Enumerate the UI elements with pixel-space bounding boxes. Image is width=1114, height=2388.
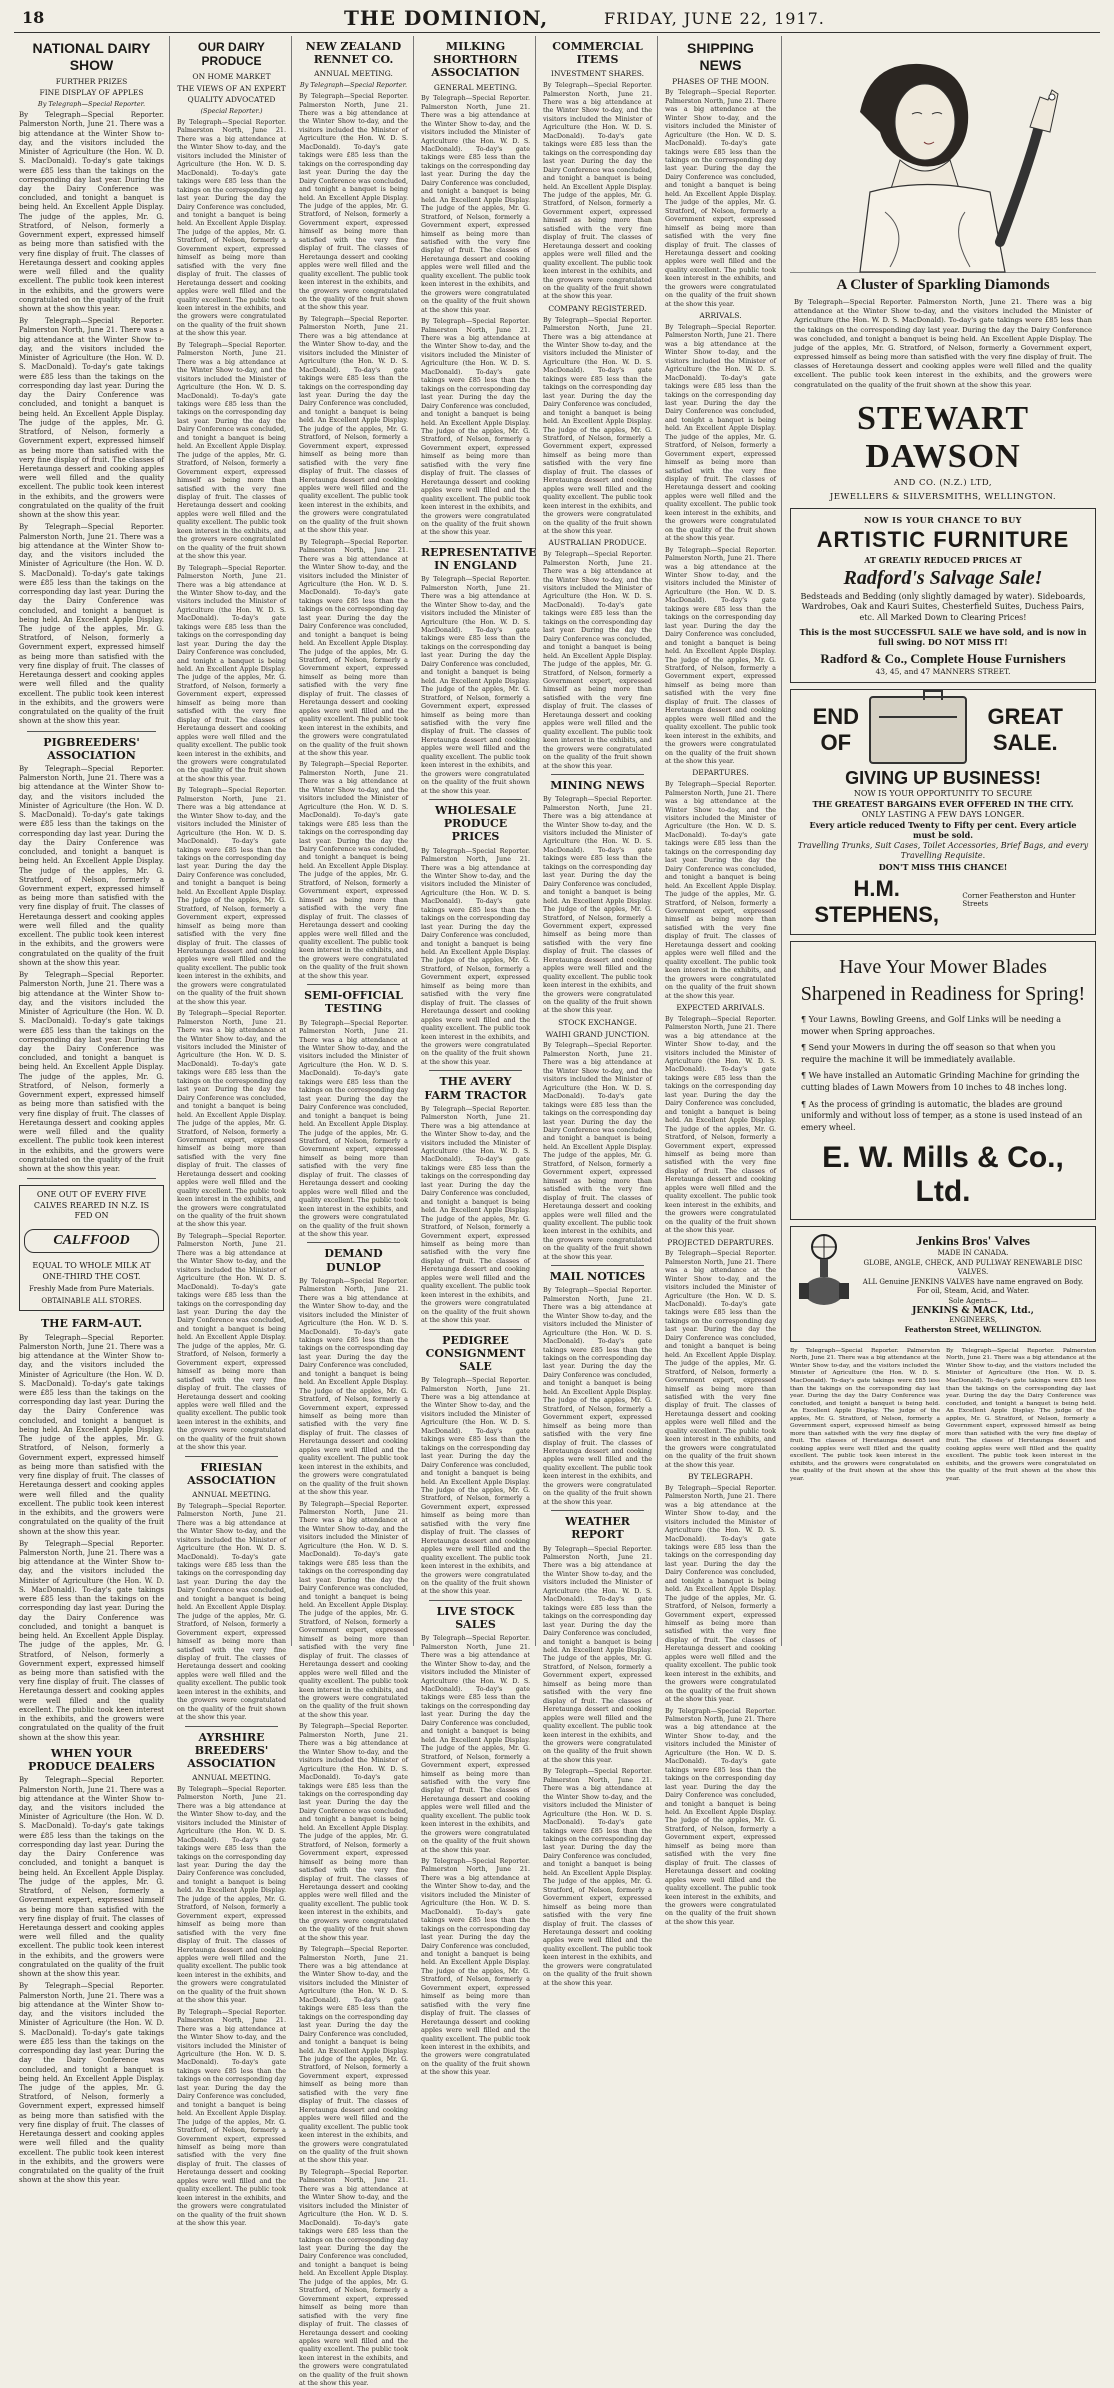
article-text: By Telegraph—Special Reporter. Palmerston North, June 21. There was a big attendance at the Winter Show to-day, and the visitors included the Minister of Agriculture (the Hon. W. D. S. MacDonald). To-day's gate takings were £85 less than the takings on the corresponding day last year. During the day the Dairy Conference was concluded, and tonight a banquet is being held. An Excellent Apple Display. The judge of the apples, Mr. G. Stratford, of Nelson, formerly a Government expert, expressed himself as being more than satisfied with the very fine display of fruit. The classes of Heretaunga dessert and cooking apples were well filled and the quality excellent. The public took keen interest in the exhibits, and the growers were congratulated on the quality of the fruit shown at the show this year. xyxy=(299,1018,408,1238)
subhead: BY TELEGRAPH. xyxy=(688,1472,753,1482)
article-text: By Telegraph—Special Reporter. Palmerston North, June 21. There was a big attendance at the Winter Show to-day, and the visitors included the Minister of Agriculture (the Hon. W. D. S. MacDonald). To-day's gate takings were £85 less than the takings on the corresponding day last year. During the day the Dairy Conference was concluded, and tonight a banquet is being held. An Excellent Apple Display. The judge of the apples, Mr. G. Stratford, of Nelson, formerly a Government expert, expressed himself as being more than satisfied with the very fine display of fruit. The classes of Heretaunga dessert and cooking apples were well filled and the quality excellent. The public took keen interest in the exhibits, and the growers were congratulated on the quality of the fruit shown at the show this year. xyxy=(19,111,164,314)
divider xyxy=(27,1178,156,1179)
hm-stephens-name: H.M. STEPHENS, xyxy=(814,876,940,928)
article-text: By Telegraph—Special Reporter. Palmerston North, June 21. There was a big attendance at the Winter Show to-day, and the visitors included the Minister of Agriculture (the Hon. W. D. S. MacDonald). To-day's gate takings were £85 less than the takings on the corresponding day last year. During the day the Dairy Conference was concluded, and tonight a banquet is being held. An Excellent Apple Display. The judge of the apples, Mr. G. Stratford, of Nelson, formerly a Government expert, expressed himself as being more than satisfied with the very fine display of fruit. The classes of Heretaunga dessert and cooking apples were well filled and the quality excellent. The public took keen interest in the exhibits, and the growers were congratulated on the quality of the fruit shown at the show this year. xyxy=(177,1009,286,1229)
byline: By Telegraph—Special Reporter. xyxy=(299,81,408,90)
lady-illustration xyxy=(790,42,1096,273)
dont-miss-line: DON'T MISS THIS CHANCE! xyxy=(878,861,1008,872)
article-text: By Telegraph—Special Reporter. Palmerston North, June 21. There was a big attendance at the Winter Show to-day, and the visitors included the Minister of Agriculture (the Hon. W. D. S. MacDonald). To-day's gate takings were £85 less than the takings on the corresponding day last year. During the day the Dairy Conference was concluded, and tonight a banquet is being held. An Excellent Apple Display. The judge of the apples, Mr. G. Stratford, of Nelson, formerly a Government expert, expressed himself as being more than satisfied with the very fine display of fruit. The classes of Heretaunga dessert and cooking apples were well filled and the quality excellent. The public took keen interest in the exhibits, and the growers were congratulated on the quality of the fruit shown at the show this year. xyxy=(421,317,530,537)
headline-testing: SEMI-OFFICIAL TESTING xyxy=(304,989,403,1016)
divider xyxy=(429,1329,522,1330)
divider xyxy=(307,984,400,985)
jenkins-firm: JENKINS & MACK, Ltd., xyxy=(912,1305,1034,1316)
subhead: AUSTRALIAN PRODUCE. xyxy=(548,538,647,548)
divider xyxy=(551,774,644,775)
issue-date: FRIDAY, JUNE 22, 1917. xyxy=(604,9,825,28)
jenkins-made: MADE IN CANADA. xyxy=(937,1249,1009,1258)
headline-rennet: NEW ZEALAND RENNET CO. xyxy=(305,40,402,67)
headline-shipping: SHIPPING NEWS xyxy=(687,40,754,73)
subhead: COMPANY REGISTERED. xyxy=(548,303,647,313)
headline-dunlop: DEMAND DUNLOP xyxy=(324,1247,383,1274)
footer-notice: By Telegraph—Special Reporter. Palmerston North, June 21. There was a big attendance at the Winter Show to-day, and the visitors included the Minister of Agriculture (the Hon. W. D. S. MacDonald). To-day's gate takings were £85 less than the takings on the corresponding day last year. During the day the Dairy Conference was concluded, and tonight a banquet is being held. An Excellent Apple Display. The judge of the apples, Mr. G. Stratford, of Nelson, formerly a Government expert, expressed himself as being more than satisfied with the very fine display of fruit. The classes of Heretaunga dessert and cooking apples were well filled and the quality excellent. The public took keen interest in the exhibits, and the growers were congratulated on the quality of the fruit shown at the show this year. xyxy=(790,1347,940,1482)
article-text: By Telegraph—Special Reporter. Palmerston North, June 21. There was a big attendance at the Winter Show to-day, and the visitors included the Minister of Agriculture (the Hon. W. D. S. MacDonald). To-day's gate takings were £85 less than the takings on the corresponding day last year. During the day the Dairy Conference was concluded, and tonight a banquet is being held. An Excellent Apple Display. The judge of the apples, Mr. G. Stratford, of Nelson, formerly a Government expert, expressed himself as being more than satisfied with the very fine display of fruit. The classes of Heretaunga dessert and cooking apples were well filled and the quality excellent. The public took keen interest in the exhibits, and the growers were congratulated on the quality of the fruit shown at the show this year. xyxy=(543,1767,652,1987)
article-text: By Telegraph—Special Reporter. Palmerston North, June 21. There was a big attendance at the Winter Show to-day, and the visitors included the Minister of Agriculture (the Hon. W. D. S. MacDonald). To-day's gate takings were £85 less than the takings on the corresponding day last year. During the day the Dairy Conference was concluded, and tonight a banquet is being held. An Excellent Apple Display. The judge of the apples, Mr. G. Stratford, of Nelson, formerly a Government expert, expressed himself as being more than satisfied with the very fine display of fruit. The classes of Heretaunga dessert and cooking apples were well filled and the quality excellent. The public took keen interest in the exhibits, and the growers were congratulated on the quality of the fruit shown at the show this year. xyxy=(421,1104,530,1325)
mower-point: ¶ We have installed an Automatic Grinding Machine for grinding the cutting blades of Lawn Mowers from 10 inches to 48 inches long. xyxy=(801,1071,1080,1092)
headline-wholesale: WHOLESALE PRODUCE PRICES xyxy=(434,804,517,844)
radford-note: This is the most SUCCESSFUL SALE we have sold, and is now in full swing. DO NOT MISS IT! xyxy=(799,626,1087,647)
article-text: By Telegraph—Special Reporter. Palmerston North, June 21. There was a big attendance at the Winter Show to-day, and the visitors included the Minister of Agriculture (the Hon. W. D. S. MacDonald). To-day's gate takings were £85 less than the takings on the corresponding day last year. During the day the Dairy Conference was concluded, and tonight a banquet is being held. An Excellent Apple Display. The judge of the apples, Mr. G. Stratford, of Nelson, formerly a Government expert, expressed himself as being more than satisfied with the very fine display of fruit. The classes of Heretaunga dessert and cooking apples were well filled and the quality excellent. The public took keen interest in the exhibits, and the growers were congratulated on the quality of the fruit shown at the show this year. xyxy=(421,1857,530,2077)
headline-pedigree: PEDIGREE CONSIGNMENT SALE xyxy=(425,1333,526,1373)
calf-food-ad xyxy=(19,1185,164,1311)
headline-farm: THE FARM-AUT. xyxy=(40,1317,143,1331)
article-text: By Telegraph—Special Reporter. Palmerston North, June 21. There was a big attendance at the Winter Show to-day, and the visitors included the Minister of Agriculture (the Hon. W. D. S. MacDonald). To-day's gate takings were £85 less than the takings on the corresponding day last year. During the day the Dairy Conference was concluded, and tonight a banquet is being held. An Excellent Apple Display. The judge of the apples, Mr. G. Stratford, of Nelson, formerly a Government expert, expressed himself as being more than satisfied with the very fine display of fruit. The classes of Heretaunga dessert and cooking apples were well filled and the quality excellent. The public took keen interest in the exhibits, and the growers were congratulated on the quality of the fruit shown at the show this year. xyxy=(543,1286,652,1506)
stewart-dawson-ad xyxy=(790,42,1096,502)
radford-reduced-line: AT GREATLY REDUCED PRICES AT xyxy=(864,554,1022,565)
article-text: By Telegraph—Special Reporter. Palmerston North, June 21. There was a big attendance at the Winter Show to-day, and the visitors included the Minister of Agriculture (the Hon. W. D. S. MacDonald). To-day's gate takings were £85 less than the takings on the corresponding day last year. During the day the Dairy Conference was concluded, and tonight a banquet is being held. An Excellent Apple Display. The judge of the apples, Mr. G. Stratford, of Nelson, formerly a Government expert, expressed himself as being more than satisfied with the very fine display of fruit. The classes of Heretaunga dessert and cooking apples were well filled and the quality excellent. The public took keen interest in the exhibits, and the growers were congratulated on the quality of the fruit shown at the show this year. xyxy=(665,1483,776,1704)
article-text: By Telegraph—Special Reporter. Palmerston North, June 21. There was a big attendance at the Winter Show to-day, and the visitors included the Minister of Agriculture (the Hon. W. D. S. MacDonald). To-day's gate takings were £85 less than the takings on the corresponding day last year. During the day the Dairy Conference was concluded, and tonight a banquet is being held. An Excellent Apple Display. The judge of the apples, Mr. G. Stratford, of Nelson, formerly a Government expert, expressed himself as being more than satisfied with the very fine display of fruit. The classes of Heretaunga dessert and cooking apples were well filled and the quality excellent. The public took keen interest in the exhibits, and the growers were congratulated on the quality of the fruit shown at the show this year. xyxy=(177,2007,286,2228)
subhead: ANNUAL MEETING. xyxy=(314,69,393,79)
trunk-illustration xyxy=(869,696,968,764)
subhead: ANNUAL MEETING. xyxy=(192,1773,271,1783)
jenkins-valves-ad xyxy=(790,1226,1096,1342)
divider xyxy=(429,799,522,800)
subhead: EXPECTED ARRIVALS. xyxy=(676,1002,765,1012)
subhead: FURTHER PRIZES xyxy=(55,76,128,86)
subhead: WAIHI GRAND JUNCTION. xyxy=(545,1029,650,1039)
ad-body-text: By Telegraph—Special Reporter. Palmerston North, June 21. There was a big attendance at the Winter Show to-day, and the visitors included the Minister of Agriculture (the Hon. W. D. S. MacDonald). To-day's gate takings were £85 less than the takings on the corresponding day last year. During the day the Dairy Conference was concluded, and tonight a banquet is being held. An Excellent Apple Display. The judge of the apples, Mr. G. Stratford, of Nelson, formerly a Government expert, expressed himself as being more than satisfied with the very fine display of fruit. The classes of Heretaunga dessert and cooking apples were well filled and the quality excellent. The public took keen interest in the exhibits, and the growers were congratulated on the quality of the fruit shown at the show this year. xyxy=(794,298,1092,389)
article-text: By Telegraph—Special Reporter. Palmerston North, June 21. There was a big attendance at the Winter Show to-day, and the visitors included the Minister of Agriculture (the Hon. W. D. S. MacDonald). To-day's gate takings were £85 less than the takings on the corresponding day last year. During the day the Dairy Conference was concluded, and tonight a banquet is being held. An Excellent Apple Display. The judge of the apples, Mr. G. Stratford, of Nelson, formerly a Government expert, expressed himself as being more than satisfied with the very fine display of fruit. The classes of Heretaunga dessert and cooking apples were well filled and the quality excellent. The public took keen interest in the exhibits, and the growers were congratulated on the quality of the fruit shown at the show this year. xyxy=(299,1722,408,1942)
radford-company: Radford & Co., Complete House Furnishers xyxy=(820,650,1066,666)
radford-furniture-ad xyxy=(790,508,1096,683)
article-text: By Telegraph—Special Reporter. Palmerston North, June 21. There was a big attendance at the Winter Show to-day, and the visitors included the Minister of Agriculture (the Hon. W. D. S. MacDonald). To-day's gate takings were £85 less than the takings on the corresponding day last year. During the day the Dairy Conference was concluded, and tonight a banquet is being held. An Excellent Apple Display. The judge of the apples, Mr. G. Stratford, of Nelson, formerly a Government expert, expressed himself as being more than satisfied with the very fine display of fruit. The classes of Heretaunga dessert and cooking apples were well filled and the quality excellent. The public took keen interest in the exhibits, and the growers were congratulated on the quality of the fruit shown at the show this year. xyxy=(299,92,408,312)
jenkins-name: Jenkins Bros' Valves xyxy=(916,1233,1030,1249)
great-sale-text: GREAT SALE. xyxy=(987,703,1063,755)
article-text: By Telegraph—Special Reporter. Palmerston North, June 21. There was a big attendance at the Winter Show to-day, and the visitors included the Minister of Agriculture (the Hon. W. D. S. MacDonald). To-day's gate takings were £85 less than the takings on the corresponding day last year. During the day the Dairy Conference was concluded, and tonight a banquet is being held. An Excellent Apple Display. The judge of the apples, Mr. G. Stratford, of Nelson, formerly a Government expert, expressed himself as being more than satisfied with the very fine display of fruit. The classes of Heretaunga dessert and cooking apples were well filled and the quality excellent. The public took keen interest in the exhibits, and the growers were congratulated on the quality of the fruit shown at the show this year. xyxy=(19,764,164,967)
headline-representative: REPRESENTATIVE IN ENGLAND xyxy=(421,545,537,573)
divider xyxy=(185,1726,278,1727)
article-text: By Telegraph—Special Reporter. Palmerston North, June 21. There was a big attendance at the Winter Show to-day, and the visitors included the Minister of Agriculture (the Hon. W. D. S. MacDonald). To-day's gate takings were £85 less than the takings on the corresponding day last year. During the day the Dairy Conference was concluded, and tonight a banquet is being held. An Excellent Apple Display. The judge of the apples, Mr. G. Stratford, of Nelson, formerly a Government expert, expressed himself as being more than satisfied with the very fine display of fruit. The classes of Heretaunga dessert and cooking apples were well filled and the quality excellent. The public took keen interest in the exhibits, and the growers were congratulated on the quality of the fruit shown at the show this year. xyxy=(19,1982,164,2185)
subhead: PROJECTED DEPARTURES. xyxy=(667,1237,774,1247)
column-3 xyxy=(294,36,414,2388)
article-text: By Telegraph—Special Reporter. Palmerston North, June 21. There was a big attendance at the Winter Show to-day, and the visitors included the Minister of Agriculture (the Hon. W. D. S. MacDonald). To-day's gate takings were £85 less than the takings on the corresponding day last year. During the day the Dairy Conference was concluded, and tonight a banquet is being held. An Excellent Apple Display. The judge of the apples, Mr. G. Stratford, of Nelson, formerly a Government expert, expressed himself as being more than satisfied with the very fine display of fruit. The classes of Heretaunga dessert and cooking apples were well filled and the quality excellent. The public took keen interest in the exhibits, and the growers were congratulated on the quality of the fruit shown at the show this year. xyxy=(19,971,164,1174)
column-5 xyxy=(538,36,658,1987)
headline-dairy-show: NATIONAL DAIRY SHOW xyxy=(32,40,151,73)
jenkins-address: Featherston Street, WELLINGTON. xyxy=(904,1325,1042,1335)
mower-point: ¶ Send your Mowers in during the off season so that when you require the machine it will be immediately available. xyxy=(801,1043,1056,1064)
mower-headline: Have Your Mower Blades Sharpened in Readiness for Spring! xyxy=(800,956,1086,1006)
ad-text: OBTAINABLE ALL STORES. xyxy=(41,1297,142,1306)
divider xyxy=(551,1510,644,1511)
byline: (Special Reporter.) xyxy=(200,107,263,116)
ad-text: ONE OUT OF EVERY FIVE CALVES REARED IN N.Z. IS FED ON xyxy=(33,1190,150,1221)
article-text: By Telegraph—Special Reporter. Palmerston North, June 21. There was a big attendance at the Winter Show to-day, and the visitors included the Minister of Agriculture (the Hon. W. D. S. MacDonald). To-day's gate takings were £85 less than the takings on the corresponding day last year. During the day the Dairy Conference was concluded, and tonight a banquet is being held. An Excellent Apple Display. The judge of the apples, Mr. G. Stratford, of Nelson, formerly a Government expert, expressed himself as being more than satisfied with the very fine display of fruit. The classes of Heretaunga dessert and cooking apples were well filled and the quality excellent. The public took keen interest in the exhibits, and the growers were congratulated on the quality of the fruit shown at the show this year. xyxy=(421,846,530,1066)
headline-tractor: THE AVERY FARM TRACTOR xyxy=(424,1075,527,1102)
divider xyxy=(429,1070,522,1071)
article-text: By Telegraph—Special Reporter. Palmerston North, June 21. There was a big attendance at the Winter Show to-day, and the visitors included the Minister of Agriculture (the Hon. W. D. S. MacDonald). To-day's gate takings were £85 less than the takings on the corresponding day last year. During the day the Dairy Conference was concluded, and tonight a banquet is being held. An Excellent Apple Display. The judge of the apples, Mr. G. Stratford, of Nelson, formerly a Government expert, expressed himself as being more than satisfied with the very fine display of fruit. The classes of Heretaunga dessert and cooking apples were well filled and the quality excellent. The public took keen interest in the exhibits, and the growers were congratulated on the quality of the fruit shown at the show this year. xyxy=(299,2167,408,2388)
radford-items: Bedsteads and Bedding (only slightly damaged by water). Sideboards, Wardrobes, Oak and Kauri Suites, Chesterfield Suites, Duchess Pairs, etc. All Marked Down to Clearing Prices! xyxy=(800,591,1086,622)
headline-weather: WEATHER REPORT xyxy=(565,1515,630,1542)
headline-mining: MINING NEWS xyxy=(550,778,645,792)
headline-mail: MAIL NOTICES xyxy=(549,1270,646,1284)
article-text: By Telegraph—Special Reporter. Palmerston North, June 21. There was a big attendance at the Winter Show to-day, and the visitors included the Minister of Agriculture (the Hon. W. D. S. MacDonald). To-day's gate takings were £85 less than the takings on the corresponding day last year. During the day the Dairy Conference was concluded, and tonight a banquet is being held. An Excellent Apple Display. The judge of the apples, Mr. G. Stratford, of Nelson, formerly a Government expert, expressed himself as being more than satisfied with the very fine display of fruit. The classes of Heretaunga dessert and cooking apples were well filled and the quality excellent. The public took keen interest in the exhibits, and the growers were congratulated on the quality of the fruit shown at the show this year. xyxy=(177,1231,286,1452)
end-of-sale-row xyxy=(797,696,1089,764)
mower-point: ¶ As the process of grinding is automatic, the blades are ground uniformly and without loss of temper, as a stone is used instead of an emery wheel. xyxy=(801,1099,1083,1132)
article-text: By Telegraph—Special Reporter. Palmerston North, June 21. There was a big attendance at the Winter Show to-day, and the visitors included the Minister of Agriculture (the Hon. W. D. S. MacDonald). To-day's gate takings were £85 less than the takings on the corresponding day last year. During the day the Dairy Conference was concluded, and tonight a banquet is being held. An Excellent Apple Display. The judge of the apples, Mr. G. Stratford, of Nelson, formerly a Government expert, expressed himself as being more than satisfied with the very fine display of fruit. The classes of Heretaunga dessert and cooking apples were well filled and the quality excellent. The public took keen interest in the exhibits, and the growers were congratulated on the quality of the fruit shown at the show this year. xyxy=(299,314,408,535)
jenkins-engineers: ENGINEERS, xyxy=(949,1315,997,1324)
byline: By Telegraph—Special Reporter. xyxy=(37,100,146,109)
headline-commercial: COMMERCIAL ITEMS xyxy=(552,40,643,67)
headline-wanted: WHEN YOUR PRODUCE DEALERS xyxy=(28,1746,155,1774)
subhead: ANNUAL MEETING. xyxy=(192,1490,271,1500)
opportunity-line: NOW IS YOUR OPPORTUNITY TO SECURE xyxy=(853,788,1033,798)
page-number: 18 xyxy=(22,8,45,27)
calf-food-logo: CALFFOOD xyxy=(24,1229,159,1253)
headline-shorthorn: MILKING SHORTHORN ASSOCIATION xyxy=(431,40,520,80)
giving-up-business: GIVING UP BUSINESS! xyxy=(845,767,1041,788)
ew-mills-ad xyxy=(790,941,1096,1220)
subhead: ARRIVALS. xyxy=(699,311,742,321)
stewart-dawson-name: STEWART DAWSON xyxy=(856,399,1030,475)
article-text: By Telegraph—Special Reporter. Palmerston North, June 21. There was a big attendance at the Winter Show to-day, and the visitors included the Minister of Agriculture (the Hon. W. D. S. MacDonald). To-day's gate takings were £85 less than the takings on the corresponding day last year. During the day the Dairy Conference was concluded, and tonight a banquet is being held. An Excellent Apple Display. The judge of the apples, Mr. G. Stratford, of Nelson, formerly a Government expert, expressed himself as being more than satisfied with the very fine display of fruit. The classes of Heretaunga dessert and cooking apples were well filled and the quality excellent. The public took keen interest in the exhibits, and the growers were congratulated on the quality of the fruit shown at the show this year. xyxy=(543,1544,652,1764)
newspaper-title: THE DOMINION, xyxy=(344,6,549,30)
article-text: By Telegraph—Special Reporter. Palmerston North, June 21. There was a big attendance at the Winter Show to-day, and the visitors included the Minister of Agriculture (the Hon. W. D. S. MacDonald). To-day's gate takings were £85 less than the takings on the corresponding day last year. During the day the Dairy Conference was concluded, and tonight a banquet is being held. An Excellent Apple Display. The judge of the apples, Mr. G. Stratford, of Nelson, formerly a Government expert, expressed himself as being more than satisfied with the very fine display of fruit. The classes of Heretaunga dessert and cooking apples were well filled and the quality excellent. The public took keen interest in the exhibits, and the growers were congratulated on the quality of the fruit shown at the show this year. xyxy=(543,315,652,535)
radford-salvage-sale: Radford's Salvage Sale! xyxy=(843,566,1043,589)
article-text: By Telegraph—Special Reporter. Palmerston North, June 21. There was a big attendance at the Winter Show to-day, and the visitors included the Minister of Agriculture (the Hon. W. D. S. MacDonald). To-day's gate takings were £85 less than the takings on the corresponding day last year. During the day the Dairy Conference was concluded, and tonight a banquet is being held. An Excellent Apple Display. The judge of the apples, Mr. G. Stratford, of Nelson, formerly a Government expert, expressed himself as being more than satisfied with the very fine display of fruit. The classes of Heretaunga dessert and cooking apples were well filled and the quality excellent. The public took keen interest in the exhibits, and the growers were congratulated on the quality of the fruit shown at the show this year. xyxy=(177,118,286,338)
column-1 xyxy=(14,36,170,2185)
ad-text: EQUAL TO WHOLE MILK AT ONE-THIRD THE COST. xyxy=(32,1261,151,1281)
valve-icon xyxy=(797,1233,851,1323)
ad-text: Freshly Made from Pure Materials. xyxy=(28,1285,155,1294)
stewart-dawson-sub: AND CO. (N.Z.) LTD, xyxy=(893,477,993,488)
column-6 xyxy=(660,36,782,1926)
mower-points xyxy=(797,1014,1089,1133)
article-text: By Telegraph—Special Reporter. Palmerston North, June 21. There was a big attendance at the Winter Show to-day, and the visitors included the Minister of Agriculture (the Hon. W. D. S. MacDonald). To-day's gate takings were £85 less than the takings on the corresponding day last year. During the day the Dairy Conference was concluded, and tonight a banquet is being held. An Excellent Apple Display. The judge of the apples, Mr. G. Stratford, of Nelson, formerly a Government expert, expressed himself as being more than satisfied with the very fine display of fruit. The classes of Heretaunga dessert and cooking apples were well filled and the quality excellent. The public took keen interest in the exhibits, and the growers were congratulated on the quality of the fruit shown at the show this year. xyxy=(19,1333,164,1536)
subhead: THE VIEWS OF AN EXPERT xyxy=(177,83,286,93)
hm-stephens-ad xyxy=(790,689,1096,935)
jenkins-note: ALL Genuine JENKINS VALVES have name engraved on Body. For oil, Steam, Acid, and Water. xyxy=(862,1277,1084,1296)
article-text: By Telegraph—Special Reporter. Palmerston North, June 21. There was a big attendance at the Winter Show to-day, and the visitors included the Minister of Agriculture (the Hon. W. D. S. MacDonald). To-day's gate takings were £85 less than the takings on the corresponding day last year. During the day the Dairy Conference was concluded, and tonight a banquet is being held. An Excellent Apple Display. The judge of the apples, Mr. G. Stratford, of Nelson, formerly a Government expert, expressed himself as being more than satisfied with the very fine display of fruit. The classes of Heretaunga dessert and cooking apples were well filled and the quality excellent. The public took keen interest in the exhibits, and the growers were congratulated on the quality of the fruit shown at the show this year. xyxy=(177,340,286,561)
subhead: FINE DISPLAY OF APPLES xyxy=(39,88,144,98)
divider xyxy=(551,1265,644,1266)
subhead: GENERAL MEETING. xyxy=(433,82,518,92)
headline-dairy-produce: OUR DAIRY PRODUCE xyxy=(198,40,265,69)
divider xyxy=(429,1600,522,1601)
footer-notices xyxy=(790,1348,1096,1484)
article-text: By Telegraph—Special Reporter. Palmerston North, June 21. There was a big attendance at the Winter Show to-day, and the visitors included the Minister of Agriculture (the Hon. W. D. S. MacDonald). To-day's gate takings were £85 less than the takings on the corresponding day last year. During the day the Dairy Conference was concluded, and tonight a banquet is being held. An Excellent Apple Display. The judge of the apples, Mr. G. Stratford, of Nelson, formerly a Government expert, expressed himself as being more than satisfied with the very fine display of fruit. The classes of Heretaunga dessert and cooking apples were well filled and the quality excellent. The public took keen interest in the exhibits, and the growers were congratulated on the quality of the fruit shown at the show this year. xyxy=(665,1706,776,1926)
article-text: By Telegraph—Special Reporter. Palmerston North, June 21. There was a big attendance at the Winter Show to-day, and the visitors included the Minister of Agriculture (the Hon. W. D. S. MacDonald). To-day's gate takings were £85 less than the takings on the corresponding day last year. During the day the Dairy Conference was concluded, and tonight a banquet is being held. An Excellent Apple Display. The judge of the apples, Mr. G. Stratford, of Nelson, formerly a Government expert, expressed himself as being more than satisfied with the very fine display of fruit. The classes of Heretaunga dessert and cooking apples were well filled and the quality excellent. The public took keen interest in the exhibits, and the growers were congratulated on the quality of the fruit shown at the show this year. xyxy=(19,523,164,726)
ew-mills-name: E. W. Mills & Co., Ltd. xyxy=(822,1141,1064,1209)
end-of-text: END OF xyxy=(812,703,860,755)
article-text: By Telegraph—Special Reporter. Palmerston North, June 21. There was a big attendance at the Winter Show to-day, and the visitors included the Minister of Agriculture (the Hon. W. D. S. MacDonald). To-day's gate takings were £85 less than the takings on the corresponding day last year. During the day the Dairy Conference was concluded, and tonight a banquet is being held. An Excellent Apple Display. The judge of the apples, Mr. G. Stratford, of Nelson, formerly a Government expert, expressed himself as being more than satisfied with the very fine display of fruit. The classes of Heretaunga dessert and cooking apples were well filled and the quality excellent. The public took keen interest in the exhibits, and the growers were congratulated on the quality of the fruit shown at the show this year. xyxy=(543,550,652,770)
column-2 xyxy=(172,36,292,2228)
subhead: PHASES OF THE MOON. xyxy=(672,76,769,86)
article-text: By Telegraph—Special Reporter. Palmerston North, June 21. There was a big attendance at the Winter Show to-day, and the visitors included the Minister of Agriculture (the Hon. W. D. S. MacDonald). To-day's gate takings were £85 less than the takings on the corresponding day last year. During the day the Dairy Conference was concluded, and tonight a banquet is being held. An Excellent Apple Display. The judge of the apples, Mr. G. Stratford, of Nelson, formerly a Government expert, expressed himself as being more than satisfied with the very fine display of fruit. The classes of Heretaunga dessert and cooking apples were well filled and the quality excellent. The public took keen interest in the exhibits, and the growers were congratulated on the quality of the fruit shown at the show this year. xyxy=(421,1634,530,1854)
article-text: By Telegraph—Special Reporter. Palmerston North, June 21. There was a big attendance at the Winter Show to-day, and the visitors included the Minister of Agriculture (the Hon. W. D. S. MacDonald). To-day's gate takings were £85 less than the takings on the corresponding day last year. During the day the Dairy Conference was concluded, and tonight a banquet is being held. An Excellent Apple Display. The judge of the apples, Mr. G. Stratford, of Nelson, formerly a Government expert, expressed himself as being more than satisfied with the very fine display of fruit. The classes of Heretaunga dessert and cooking apples were well filled and the quality excellent. The public took keen interest in the exhibits, and the growers were congratulated on the quality of the fruit shown at the show this year. xyxy=(19,1776,164,1979)
column-4 xyxy=(416,36,537,2077)
article-text: By Telegraph—Special Reporter. Palmerston North, June 21. There was a big attendance at the Winter Show to-day, and the visitors included the Minister of Agriculture (the Hon. W. D. S. MacDonald). To-day's gate takings were £85 less than the takings on the corresponding day last year. During the day the Dairy Conference was concluded, and tonight a banquet is being held. An Excellent Apple Display. The judge of the apples, Mr. G. Stratford, of Nelson, formerly a Government expert, expressed himself as being more than satisfied with the very fine display of fruit. The classes of Heretaunga dessert and cooking apples were well filled and the quality excellent. The public took keen interest in the exhibits, and the growers were congratulated on the quality of the fruit shown at the show this year. xyxy=(421,94,530,314)
article-text: By Telegraph—Special Reporter. Palmerston North, June 21. There was a big attendance at the Winter Show to-day, and the visitors included the Minister of Agriculture (the Hon. W. D. S. MacDonald). To-day's gate takings were £85 less than the takings on the corresponding day last year. During the day the Dairy Conference was concluded, and tonight a banquet is being held. An Excellent Apple Display. The judge of the apples, Mr. G. Stratford, of Nelson, formerly a Government expert, expressed himself as being more than satisfied with the very fine display of fruit. The classes of Heretaunga dessert and cooking apples were well filled and the quality excellent. The public took keen interest in the exhibits, and the growers were congratulated on the quality of the fruit shown at the show this year. xyxy=(665,88,776,308)
footer-notice: By Telegraph—Special Reporter. Palmerston North, June 21. There was a big attendance at the Winter Show to-day, and the visitors included the Minister of Agriculture (the Hon. W. D. S. MacDonald). To-day's gate takings were £85 less than the takings on the corresponding day last year. During the day the Dairy Conference was concluded, and tonight a banquet is being held. An Excellent Apple Display. The judge of the apples, Mr. G. Stratford, of Nelson, formerly a Government expert, expressed himself as being more than satisfied with the very fine display of fruit. The classes of Heretaunga dessert and cooking apples were well filled and the quality excellent. The public took keen interest in the exhibits, and the growers were congratulated on the quality of the fruit shown at the show this year. xyxy=(946,1347,1096,1482)
article-text: By Telegraph—Special Reporter. Palmerston North, June 21. There was a big attendance at the Winter Show to-day, and the visitors included the Minister of Agriculture (the Hon. W. D. S. MacDonald). To-day's gate takings were £85 less than the takings on the corresponding day last year. During the day the Dairy Conference was concluded, and tonight a banquet is being held. An Excellent Apple Display. The judge of the apples, Mr. G. Stratford, of Nelson, formerly a Government expert, expressed himself as being more than satisfied with the very fine display of fruit. The classes of Heretaunga dessert and cooking apples were well filled and the quality excellent. The public took keen interest in the exhibits, and the growers were congratulated on the quality of the fruit shown at the show this year. xyxy=(665,1249,776,1469)
jenkins-types: GLOBE, ANGLE, CHECK, AND PULLWAY RENEWABLE DISC VALVES. xyxy=(863,1258,1083,1277)
stewart-dawson-location: JEWELLERS & SILVERSMITHS, WELLINGTON. xyxy=(829,491,1057,502)
headline-friesian: FRIESIAN ASSOCIATION xyxy=(187,1460,276,1487)
subhead: DEPARTURES. xyxy=(692,768,749,778)
article-text: By Telegraph—Special Reporter. Palmerston North, June 21. There was a big attendance at the Winter Show to-day, and the visitors included the Minister of Agriculture (the Hon. W. D. S. MacDonald). To-day's gate takings were £85 less than the takings on the corresponding day last year. During the day the Dairy Conference was concluded, and tonight a banquet is being held. An Excellent Apple Display. The judge of the apples, Mr. G. Stratford, of Nelson, formerly a Government expert, expressed himself as being more than satisfied with the very fine display of fruit. The classes of Heretaunga dessert and cooking apples were well filled and the quality excellent. The public took keen interest in the exhibits, and the growers were congratulated on the quality of the fruit shown at the show this year. xyxy=(665,780,776,1000)
headline-pigbreeders: PIGBREEDERS' ASSOCIATION xyxy=(43,735,140,762)
divider xyxy=(307,1242,400,1243)
article-text: By Telegraph—Special Reporter. Palmerston North, June 21. There was a big attendance at the Winter Show to-day, and the visitors included the Minister of Agriculture (the Hon. W. D. S. MacDonald). To-day's gate takings were £85 less than the takings on the corresponding day last year. During the day the Dairy Conference was concluded, and tonight a banquet is being held. An Excellent Apple Display. The judge of the apples, Mr. G. Stratford, of Nelson, formerly a Government expert, expressed himself as being more than satisfied with the very fine display of fruit. The classes of Heretaunga dessert and cooking apples were well filled and the quality excellent. The public took keen interest in the exhibits, and the growers were congratulated on the quality of the fruit shown at the show this year. xyxy=(19,317,164,520)
reduced-line: Every article reduced Twenty to Fifty per cent. Every article must be sold. xyxy=(809,820,1077,841)
lasting-line: ONLY LASTING A FEW DAYS LONGER. xyxy=(861,809,1025,819)
divider xyxy=(429,541,522,542)
masthead xyxy=(14,6,1100,33)
hm-stephens-address: Corner Featherston and Hunter Streets xyxy=(962,892,1076,909)
article-text: By Telegraph—Special Reporter. Palmerston North, June 21. There was a big attendance at the Winter Show to-day, and the visitors included the Minister of Agriculture (the Hon. W. D. S. MacDonald). To-day's gate takings were £85 less than the takings on the corresponding day last year. During the day the Dairy Conference was concluded, and tonight a banquet is being held. An Excellent Apple Display. The judge of the apples, Mr. G. Stratford, of Nelson, formerly a Government expert, expressed himself as being more than satisfied with the very fine display of fruit. The classes of Heretaunga dessert and cooking apples were well filled and the quality excellent. The public took keen interest in the exhibits, and the growers were congratulated on the quality of the fruit shown at the show this year. xyxy=(543,1041,652,1261)
article-text: By Telegraph—Special Reporter. Palmerston North, June 21. There was a big attendance at the Winter Show to-day, and the visitors included the Minister of Agriculture (the Hon. W. D. S. MacDonald). To-day's gate takings were £85 less than the takings on the corresponding day last year. During the day the Dairy Conference was concluded, and tonight a banquet is being held. An Excellent Apple Display. The judge of the apples, Mr. G. Stratford, of Nelson, formerly a Government expert, expressed himself as being more than satisfied with the very fine display of fruit. The classes of Heretaunga dessert and cooking apples were well filled and the quality excellent. The public took keen interest in the exhibits, and the growers were congratulated on the quality of the fruit shown at the show this year. xyxy=(299,537,408,758)
article-text: By Telegraph—Special Reporter. Palmerston North, June 21. There was a big attendance at the Winter Show to-day, and the visitors included the Minister of Agriculture (the Hon. W. D. S. MacDonald). To-day's gate takings were £85 less than the takings on the corresponding day last year. During the day the Dairy Conference was concluded, and tonight a banquet is being held. An Excellent Apple Display. The judge of the apples, Mr. G. Stratford, of Nelson, formerly a Government expert, expressed himself as being more than satisfied with the very fine display of fruit. The classes of Heretaunga dessert and cooking apples were well filled and the quality excellent. The public took keen interest in the exhibits, and the growers were congratulated on the quality of the fruit shown at the show this year. xyxy=(299,760,408,980)
article-text: By Telegraph—Special Reporter. Palmerston North, June 21. There was a big attendance at the Winter Show to-day, and the visitors included the Minister of Agriculture (the Hon. W. D. S. MacDonald). To-day's gate takings were £85 less than the takings on the corresponding day last year. During the day the Dairy Conference was concluded, and tonight a banquet is being held. An Excellent Apple Display. The judge of the apples, Mr. G. Stratford, of Nelson, formerly a Government expert, expressed himself as being more than satisfied with the very fine display of fruit. The classes of Heretaunga dessert and cooking apples were well filled and the quality excellent. The public took keen interest in the exhibits, and the growers were congratulated on the quality of the fruit shown at the show this year. xyxy=(421,1376,530,1596)
article-text: By Telegraph—Special Reporter. Palmerston North, June 21. There was a big attendance at the Winter Show to-day, and the visitors included the Minister of Agriculture (the Hon. W. D. S. MacDonald). To-day's gate takings were £85 less than the takings on the corresponding day last year. During the day the Dairy Conference was concluded, and tonight a banquet is being held. An Excellent Apple Display. The judge of the apples, Mr. G. Stratford, of Nelson, formerly a Government expert, expressed himself as being more than satisfied with the very fine display of fruit. The classes of Heretaunga dessert and cooking apples were well filled and the quality excellent. The public took keen interest in the exhibits, and the growers were congratulated on the quality of the fruit shown at the show this year. xyxy=(421,575,530,795)
radford-address: 43, 45, and 47 MANNERS STREET. xyxy=(875,666,1011,676)
bargains-line: THE GREATEST BARGAINS EVER OFFERED IN THE CITY. xyxy=(812,799,1074,810)
article-text: By Telegraph—Special Reporter. Palmerston North, June 21. There was a big attendance at the Winter Show to-day, and the visitors included the Minister of Agriculture (the Hon. W. D. S. MacDonald). To-day's gate takings were £85 less than the takings on the corresponding day last year. During the day the Dairy Conference was concluded, and tonight a banquet is being held. An Excellent Apple Display. The judge of the apples, Mr. G. Stratford, of Nelson, formerly a Government expert, expressed himself as being more than satisfied with the very fine display of fruit. The classes of Heretaunga dessert and cooking apples were well filled and the quality excellent. The public took keen interest in the exhibits, and the growers were congratulated on the quality of the fruit shown at the show this year. xyxy=(299,1276,408,1497)
article-text: By Telegraph—Special Reporter. Palmerston North, June 21. There was a big attendance at the Winter Show to-day, and the visitors included the Minister of Agriculture (the Hon. W. D. S. MacDonald). To-day's gate takings were £85 less than the takings on the corresponding day last year. During the day the Dairy Conference was concluded, and tonight a banquet is being held. An Excellent Apple Display. The judge of the apples, Mr. G. Stratford, of Nelson, formerly a Government expert, expressed himself as being more than satisfied with the very fine display of fruit. The classes of Heretaunga dessert and cooking apples were well filled and the quality excellent. The public took keen interest in the exhibits, and the growers were congratulated on the quality of the fruit shown at the show this year. xyxy=(177,1784,286,2005)
divider xyxy=(185,1456,278,1457)
article-text: By Telegraph—Special Reporter. Palmerston North, June 21. There was a big attendance at the Winter Show to-day, and the visitors included the Minister of Agriculture (the Hon. W. D. S. MacDonald). To-day's gate takings were £85 less than the takings on the corresponding day last year. During the day the Dairy Conference was concluded, and tonight a banquet is being held. An Excellent Apple Display. The judge of the apples, Mr. G. Stratford, of Nelson, formerly a Government expert, expressed himself as being more than satisfied with the very fine display of fruit. The classes of Heretaunga dessert and cooking apples were well filled and the quality excellent. The public took keen interest in the exhibits, and the growers were congratulated on the quality of the fruit shown at the show this year. xyxy=(665,322,776,543)
headline-ayrshire: AYRSHIRE BREEDERS' ASSOCIATION xyxy=(187,1730,276,1770)
headline-livestock: LIVE STOCK SALES xyxy=(436,1604,515,1632)
column-advertisements xyxy=(786,36,1100,1646)
article-text: By Telegraph—Special Reporter. Palmerston North, June 21. There was a big attendance at the Winter Show to-day, and the visitors included the Minister of Agriculture (the Hon. W. D. S. MacDonald). To-day's gate takings were £85 less than the takings on the corresponding day last year. During the day the Dairy Conference was concluded, and tonight a banquet is being held. An Excellent Apple Display. The judge of the apples, Mr. G. Stratford, of Nelson, formerly a Government expert, expressed himself as being more than satisfied with the very fine display of fruit. The classes of Heretaunga dessert and cooking apples were well filled and the quality excellent. The public took keen interest in the exhibits, and the growers were congratulated on the quality of the fruit shown at the show this year. xyxy=(177,563,286,783)
article-text: By Telegraph—Special Reporter. Palmerston North, June 21. There was a big attendance at the Winter Show to-day, and the visitors included the Minister of Agriculture (the Hon. W. D. S. MacDonald). To-day's gate takings were £85 less than the takings on the corresponding day last year. During the day the Dairy Conference was concluded, and tonight a banquet is being held. An Excellent Apple Display. The judge of the apples, Mr. G. Stratford, of Nelson, formerly a Government expert, expressed himself as being more than satisfied with the very fine display of fruit. The classes of Heretaunga dessert and cooking apples were well filled and the quality excellent. The public took keen interest in the exhibits, and the growers were congratulated on the quality of the fruit shown at the show this year. xyxy=(299,1499,408,1719)
divider xyxy=(27,731,156,732)
radford-top-line: NOW IS YOUR CHANCE TO BUY xyxy=(864,514,1022,525)
radford-artistic-furniture: ARTISTIC FURNITURE xyxy=(816,526,1070,552)
subhead: STOCK EXCHANGE. xyxy=(558,1017,637,1027)
article-text: By Telegraph—Special Reporter. Palmerston North, June 21. There was a big attendance at the Winter Show to-day, and the visitors included the Minister of Agriculture (the Hon. W. D. S. MacDonald). To-day's gate takings were £85 less than the takings on the corresponding day last year. During the day the Dairy Conference was concluded, and tonight a banquet is being held. An Excellent Apple Display. The judge of the apples, Mr. G. Stratford, of Nelson, formerly a Government expert, expressed himself as being more than satisfied with the very fine display of fruit. The classes of Heretaunga dessert and cooking apples were well filled and the quality excellent. The public took keen interest in the exhibits, and the growers were congratulated on the quality of the fruit shown at the show this year. xyxy=(665,1014,776,1235)
article-text: By Telegraph—Special Reporter. Palmerston North, June 21. There was a big attendance at the Winter Show to-day, and the visitors included the Minister of Agriculture (the Hon. W. D. S. MacDonald). To-day's gate takings were £85 less than the takings on the corresponding day last year. During the day the Dairy Conference was concluded, and tonight a banquet is being held. An Excellent Apple Display. The judge of the apples, Mr. G. Stratford, of Nelson, formerly a Government expert, expressed himself as being more than satisfied with the very fine display of fruit. The classes of Heretaunga dessert and cooking apples were well filled and the quality excellent. The public took keen interest in the exhibits, and the growers were congratulated on the quality of the fruit shown at the show this year. xyxy=(177,786,286,1006)
article-text: By Telegraph—Special Reporter. Palmerston North, June 21. There was a big attendance at the Winter Show to-day, and the visitors included the Minister of Agriculture (the Hon. W. D. S. MacDonald). To-day's gate takings were £85 less than the takings on the corresponding day last year. During the day the Dairy Conference was concluded, and tonight a banquet is being held. An Excellent Apple Display. The judge of the apples, Mr. G. Stratford, of Nelson, formerly a Government expert, expressed himself as being more than satisfied with the very fine display of fruit. The classes of Heretaunga dessert and cooking apples were well filled and the quality excellent. The public took keen interest in the exhibits, and the growers were congratulated on the quality of the fruit shown at the show this year. xyxy=(299,1945,408,2165)
subhead: INVESTMENT SHARES. xyxy=(550,69,645,79)
items-line: Travelling Trunks, Suit Cases, Toilet Accessories, Brief Bags, and every Travelling Requisite. xyxy=(797,840,1089,861)
article-text: By Telegraph—Special Reporter. Palmerston North, June 21. There was a big attendance at the Winter Show to-day, and the visitors included the Minister of Agriculture (the Hon. W. D. S. MacDonald). To-day's gate takings were £85 less than the takings on the corresponding day last year. During the day the Dairy Conference was concluded, and tonight a banquet is being held. An Excellent Apple Display. The judge of the apples, Mr. G. Stratford, of Nelson, formerly a Government expert, expressed himself as being more than satisfied with the very fine display of fruit. The classes of Heretaunga dessert and cooking apples were well filled and the quality excellent. The public took keen interest in the exhibits, and the growers were congratulated on the quality of the fruit shown at the show this year. xyxy=(177,1501,286,1722)
mower-point: ¶ Your Lawns, Bowling Greens, and Golf Links will be needing a mower when Spring approaches. xyxy=(801,1015,1062,1036)
subhead: ON HOME MARKET xyxy=(192,71,271,81)
article-text: By Telegraph—Special Reporter. Palmerston North, June 21. There was a big attendance at the Winter Show to-day, and the visitors included the Minister of Agriculture (the Hon. W. D. S. MacDonald). To-day's gate takings were £85 less than the takings on the corresponding day last year. During the day the Dairy Conference was concluded, and tonight a banquet is being held. An Excellent Apple Display. The judge of the apples, Mr. G. Stratford, of Nelson, formerly a Government expert, expressed himself as being more than satisfied with the very fine display of fruit. The classes of Heretaunga dessert and cooking apples were well filled and the quality excellent. The public took keen interest in the exhibits, and the growers were congratulated on the quality of the fruit shown at the show this year. xyxy=(543,795,652,1015)
subhead: QUALITY ADVOCATED xyxy=(187,95,276,105)
article-text: By Telegraph—Special Reporter. Palmerston North, June 21. There was a big attendance at the Winter Show to-day, and the visitors included the Minister of Agriculture (the Hon. W. D. S. MacDonald). To-day's gate takings were £85 less than the takings on the corresponding day last year. During the day the Dairy Conference was concluded, and tonight a banquet is being held. An Excellent Apple Display. The judge of the apples, Mr. G. Stratford, of Nelson, formerly a Government expert, expressed himself as being more than satisfied with the very fine display of fruit. The classes of Heretaunga dessert and cooking apples were well filled and the quality excellent. The public took keen interest in the exhibits, and the growers were congratulated on the quality of the fruit shown at the show this year. xyxy=(19,1539,164,1742)
article-text: By Telegraph—Special Reporter. Palmerston North, June 21. There was a big attendance at the Winter Show to-day, and the visitors included the Minister of Agriculture (the Hon. W. D. S. MacDonald). To-day's gate takings were £85 less than the takings on the corresponding day last year. During the day the Dairy Conference was concluded, and tonight a banquet is being held. An Excellent Apple Display. The judge of the apples, Mr. G. Stratford, of Nelson, formerly a Government expert, expressed himself as being more than satisfied with the very fine display of fruit. The classes of Heretaunga dessert and cooking apples were well filled and the quality excellent. The public took keen interest in the exhibits, and the growers were congratulated on the quality of the fruit shown at the show this year. xyxy=(665,545,776,765)
jenkins-agents: Sole Agents— xyxy=(948,1296,998,1305)
diamonds-caption: A Cluster of Sparkling Diamonds xyxy=(836,277,1050,293)
article-text: By Telegraph—Special Reporter. Palmerston North, June 21. There was a big attendance at the Winter Show to-day, and the visitors included the Minister of Agriculture (the Hon. W. D. S. MacDonald). To-day's gate takings were £85 less than the takings on the corresponding day last year. During the day the Dairy Conference was concluded, and tonight a banquet is being held. An Excellent Apple Display. The judge of the apples, Mr. G. Stratford, of Nelson, formerly a Government expert, expressed himself as being more than satisfied with the very fine display of fruit. The classes of Heretaunga dessert and cooking apples were well filled and the quality excellent. The public took keen interest in the exhibits, and the growers were congratulated on the quality of the fruit shown at the show this year. xyxy=(543,81,652,301)
